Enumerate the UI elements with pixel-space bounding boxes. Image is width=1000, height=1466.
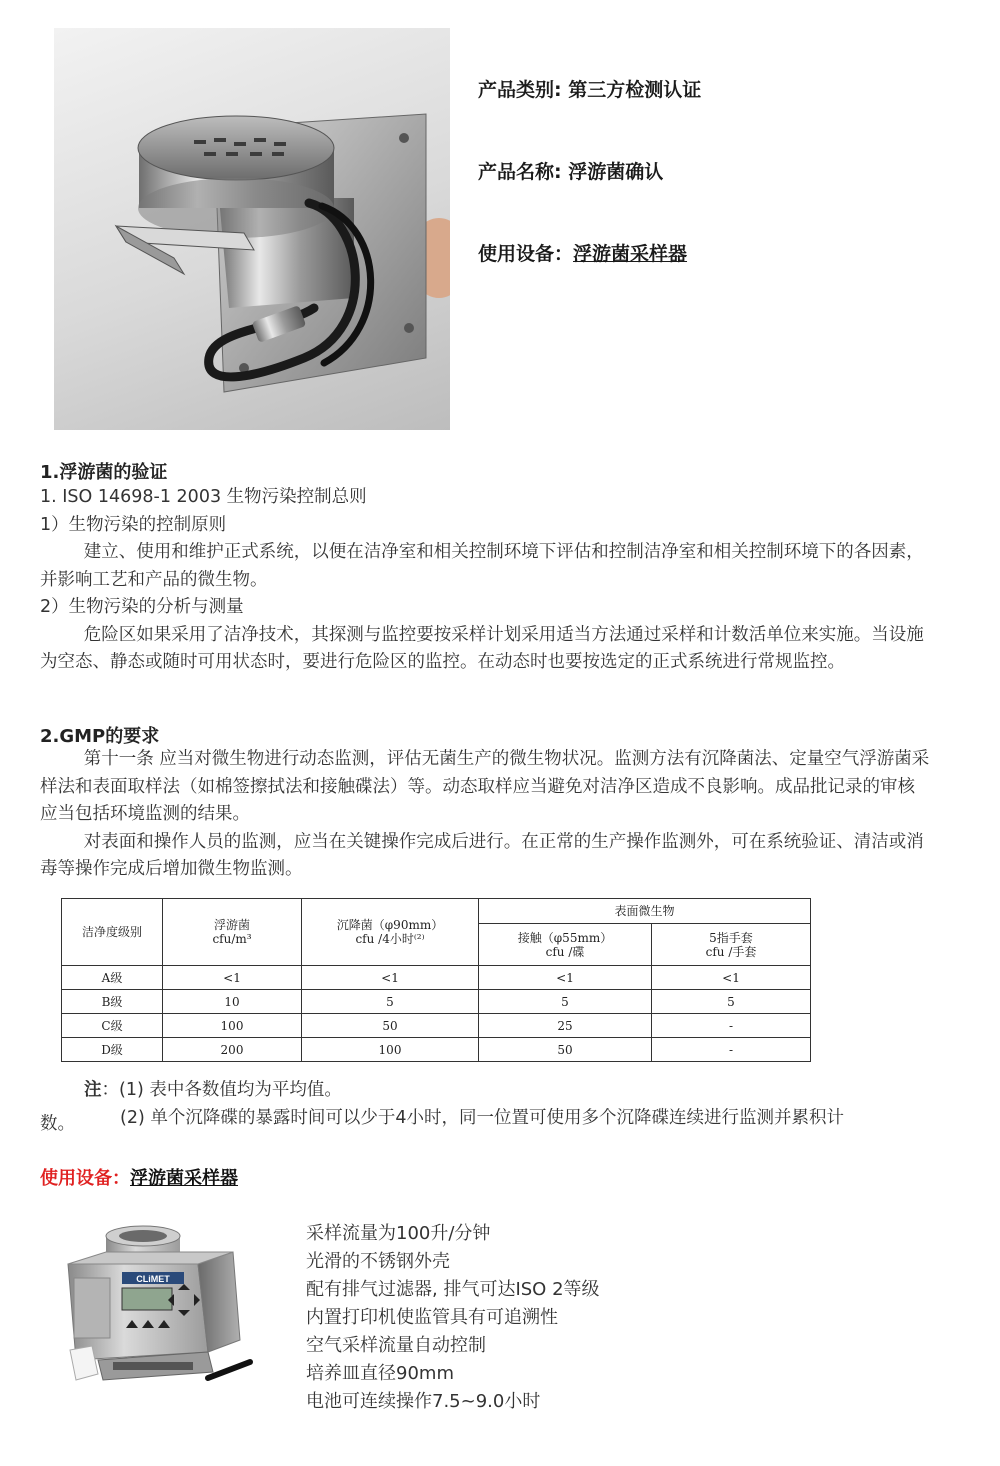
header-contact-unit: cfu /碟: [545, 944, 585, 959]
header-airborne: [163, 899, 302, 966]
category-line: [478, 75, 701, 102]
cell-airborne: 10: [163, 990, 302, 1014]
list-item: 内置打印机使监管具有可追溯性: [306, 1307, 558, 1328]
list-item: 电池可连续操作7.5~9.0小时: [306, 1391, 541, 1412]
equipment-heading-label: 使用设备：: [40, 1168, 130, 1189]
header-glove-unit: cfu /手套: [705, 944, 757, 959]
list-item: 培养皿直径90mm: [306, 1363, 454, 1384]
note-2: (2) 单个沉降碟的暴露时间可以少于4小时，同一位置可使用多个沉降碟连续进行监测并累积计: [120, 1108, 844, 1128]
product-photo: [54, 28, 450, 430]
header-level: 洁净度级别: [62, 899, 163, 966]
device-photo: [58, 1222, 258, 1398]
name-value: 浮游菌确认: [568, 161, 664, 183]
header-airborne-label: 浮游菌: [213, 918, 250, 932]
header-contact: [479, 924, 652, 966]
cell-airborne: 100: [163, 1014, 302, 1038]
cell-airborne: 200: [163, 1038, 302, 1062]
cleanliness-table: [61, 898, 811, 1062]
header-airborne-unit: cfu/m³: [212, 932, 252, 946]
cell-contact: 50: [479, 1038, 652, 1062]
gmp-paragraph-2: 对表面和操作人员的监测，应当在关键操作完成后进行。在正常的生产操作监测外，可在系统验证、清洁或消毒等操作完成后增加微生物监测。: [40, 831, 924, 879]
cell-settle: 50: [302, 1014, 479, 1038]
sub1-title: 1）生物污染的控制原则: [40, 514, 227, 535]
list-item: 配有排气过滤器, 排气可达ISO 2等级: [306, 1279, 600, 1300]
header-contact-label: 接触（φ55mm）: [517, 930, 613, 945]
cell-level: D级: [62, 1038, 163, 1062]
equipment-heading-link[interactable]: 浮游菌采样器: [130, 1168, 238, 1189]
equipment-heading: [40, 1164, 238, 1190]
sub1-text: 建立、使用和维护正式系统，以便在洁净室和相关控制环境下评估和控制洁净室和相关控制环境下的各因素，并影响工艺和产品的微生物。: [40, 542, 924, 590]
header-surface: 表面微生物: [479, 899, 811, 924]
sub2-text: 危险区如果采用了洁净技术，其探测与监控要按采样计划采用适当方法通过采样和计数活单位来实施。当设施为空态、静态或随时可用状态时，要进行危险区的监控。在动态时也要按选定的正式系统进行常规监控。: [40, 624, 924, 672]
header-glove-label: 5指手套: [709, 930, 753, 945]
table-row: [62, 990, 811, 1014]
section1-title: 1.浮游菌的验证: [40, 462, 168, 483]
list-item: 采样流量为100升/分钟: [306, 1223, 491, 1244]
table-row: [62, 966, 811, 990]
section1-body: [40, 484, 930, 677]
list-item: 空气采样流量自动控制: [306, 1335, 486, 1356]
cell-contact: 25: [479, 1014, 652, 1038]
cell-contact: <1: [479, 966, 652, 990]
cell-glove: 5: [652, 990, 811, 1014]
feature-list: [306, 1220, 600, 1416]
section2-body: [40, 746, 930, 884]
note-1-text: ：(1) 表中各数值均为平均值。: [101, 1080, 342, 1100]
sub2-title: 2）生物污染的分析与测量: [40, 597, 244, 617]
cell-airborne: <1: [163, 966, 302, 990]
header-settle-label: 沉降菌（φ90mm）: [336, 918, 444, 932]
device-brand-label: CLiMET: [136, 1274, 170, 1284]
cell-level: A级: [62, 966, 163, 990]
equipment-line: [478, 239, 687, 266]
header-glove: [652, 924, 811, 966]
gmp-paragraph-1: 第十一条 应当对微生物进行动态监测，评估无菌生产的微生物状况。监测方法有沉降菌法、定量空气浮游菌采样法和表面取样法（如棉签擦拭法和接触碟法）等。动态取样应当避免对洁净区造成不良影响。成品批记录的审核应当包括环境监测的结果。: [40, 749, 930, 824]
category-label: 产品类别:: [478, 79, 569, 101]
standard-line: 1. ISO 14698-1 2003 生物污染控制总则: [40, 487, 367, 507]
cell-glove: <1: [652, 966, 811, 990]
cell-settle: <1: [302, 966, 479, 990]
climet-sampler-illustration: [58, 1222, 258, 1398]
cell-glove: -: [652, 1014, 811, 1038]
name-label: 产品名称:: [478, 161, 569, 183]
header-settle-unit: cfu /4小时⁽²⁾: [355, 932, 425, 946]
list-item: 光滑的不锈钢外壳: [306, 1251, 450, 1272]
note-2-continued: 数。: [40, 1114, 75, 1134]
category-value: 第三方检测认证: [568, 79, 702, 101]
equipment-label: 使用设备：: [478, 243, 574, 265]
name-line: [478, 157, 663, 184]
cell-level: B级: [62, 990, 163, 1014]
note-label: 注: [84, 1080, 102, 1100]
cell-settle: 5: [302, 990, 479, 1014]
table-header-row-1: [62, 899, 811, 924]
sampler-head-illustration: [54, 28, 450, 430]
cell-contact: 5: [479, 990, 652, 1014]
cell-level: C级: [62, 1014, 163, 1038]
header-settle: [302, 899, 479, 966]
cell-settle: 100: [302, 1038, 479, 1062]
table-row: [62, 1038, 811, 1062]
table-row: [62, 1014, 811, 1038]
section2-title: 2.GMP的要求: [40, 726, 160, 747]
note-1: [84, 1076, 342, 1101]
cell-glove: -: [652, 1038, 811, 1062]
equipment-link[interactable]: 浮游菌采样器: [573, 243, 688, 265]
